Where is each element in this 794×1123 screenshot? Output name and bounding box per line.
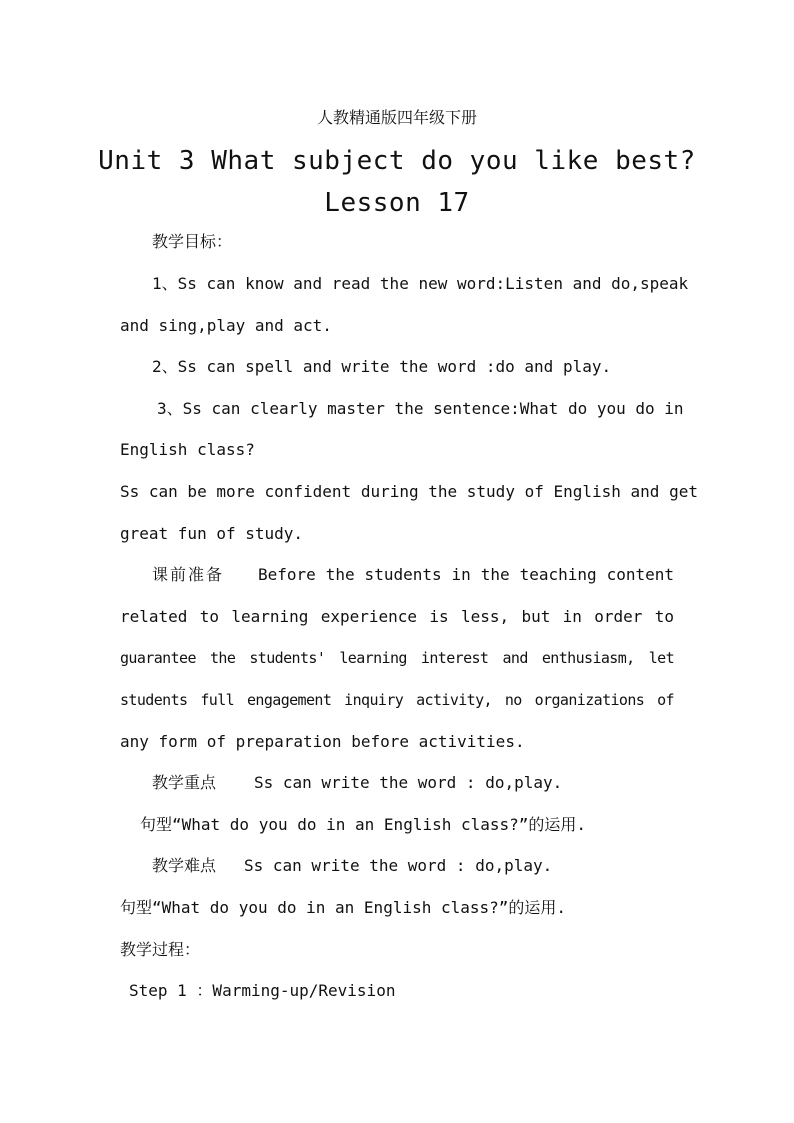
objective-3-line-1: 3、Ss can clearly master the sentence:What do you do in — [157, 399, 684, 418]
difficulty-text: Ss can write the word : do,play. — [244, 856, 553, 875]
key-points-sentence: 句型“What do you do in an English class?”的运用. — [140, 815, 587, 834]
preparation-line-4: students full engagement inquiry activity, no organizations of — [120, 691, 674, 709]
process-heading: 教学过程： — [120, 940, 201, 959]
objective-2: 2、Ss can spell and write the word :do and play. — [152, 357, 612, 376]
objective-1-line-1: 1、Ss can know and read the new word:Listen and do,speak — [152, 274, 689, 293]
preparation-line-3: guarantee the students' learning interest and enthusiasm, let — [120, 649, 674, 667]
objective-3-line-2: English class? — [120, 440, 255, 459]
objective-4-line-2: great fun of study. — [120, 524, 304, 543]
document-title-line-1: Unit 3 What subject do you like best? — [98, 146, 696, 176]
document-title-line-2: Lesson 17 — [324, 188, 470, 218]
document-subtitle: 人教精通版四年级下册 — [316, 108, 477, 127]
preparation-heading: 课前准备 — [152, 565, 225, 584]
preparation-line-2: related to learning experience is less, but in order to — [120, 607, 674, 626]
objective-1-line-2: and sing,play and act. — [120, 316, 332, 335]
objectives-heading: 教学目标： — [152, 232, 233, 251]
key-points-heading: 教学重点 — [152, 773, 217, 792]
step-1-heading: Step 1 ：Warming-up/Revision — [129, 981, 396, 1000]
difficulty-sentence: 句型“What do you do in an English class?”的运用. — [120, 898, 567, 917]
preparation-line-5: any form of preparation before activities. — [120, 732, 525, 751]
objective-4-line-1: Ss can be more confident during the study of English and get — [120, 482, 698, 501]
preparation-line-1: Before the students in the teaching content — [258, 565, 674, 584]
difficulty-heading: 教学难点 — [152, 856, 217, 875]
key-points-text: Ss can write the word : do,play. — [254, 773, 563, 792]
